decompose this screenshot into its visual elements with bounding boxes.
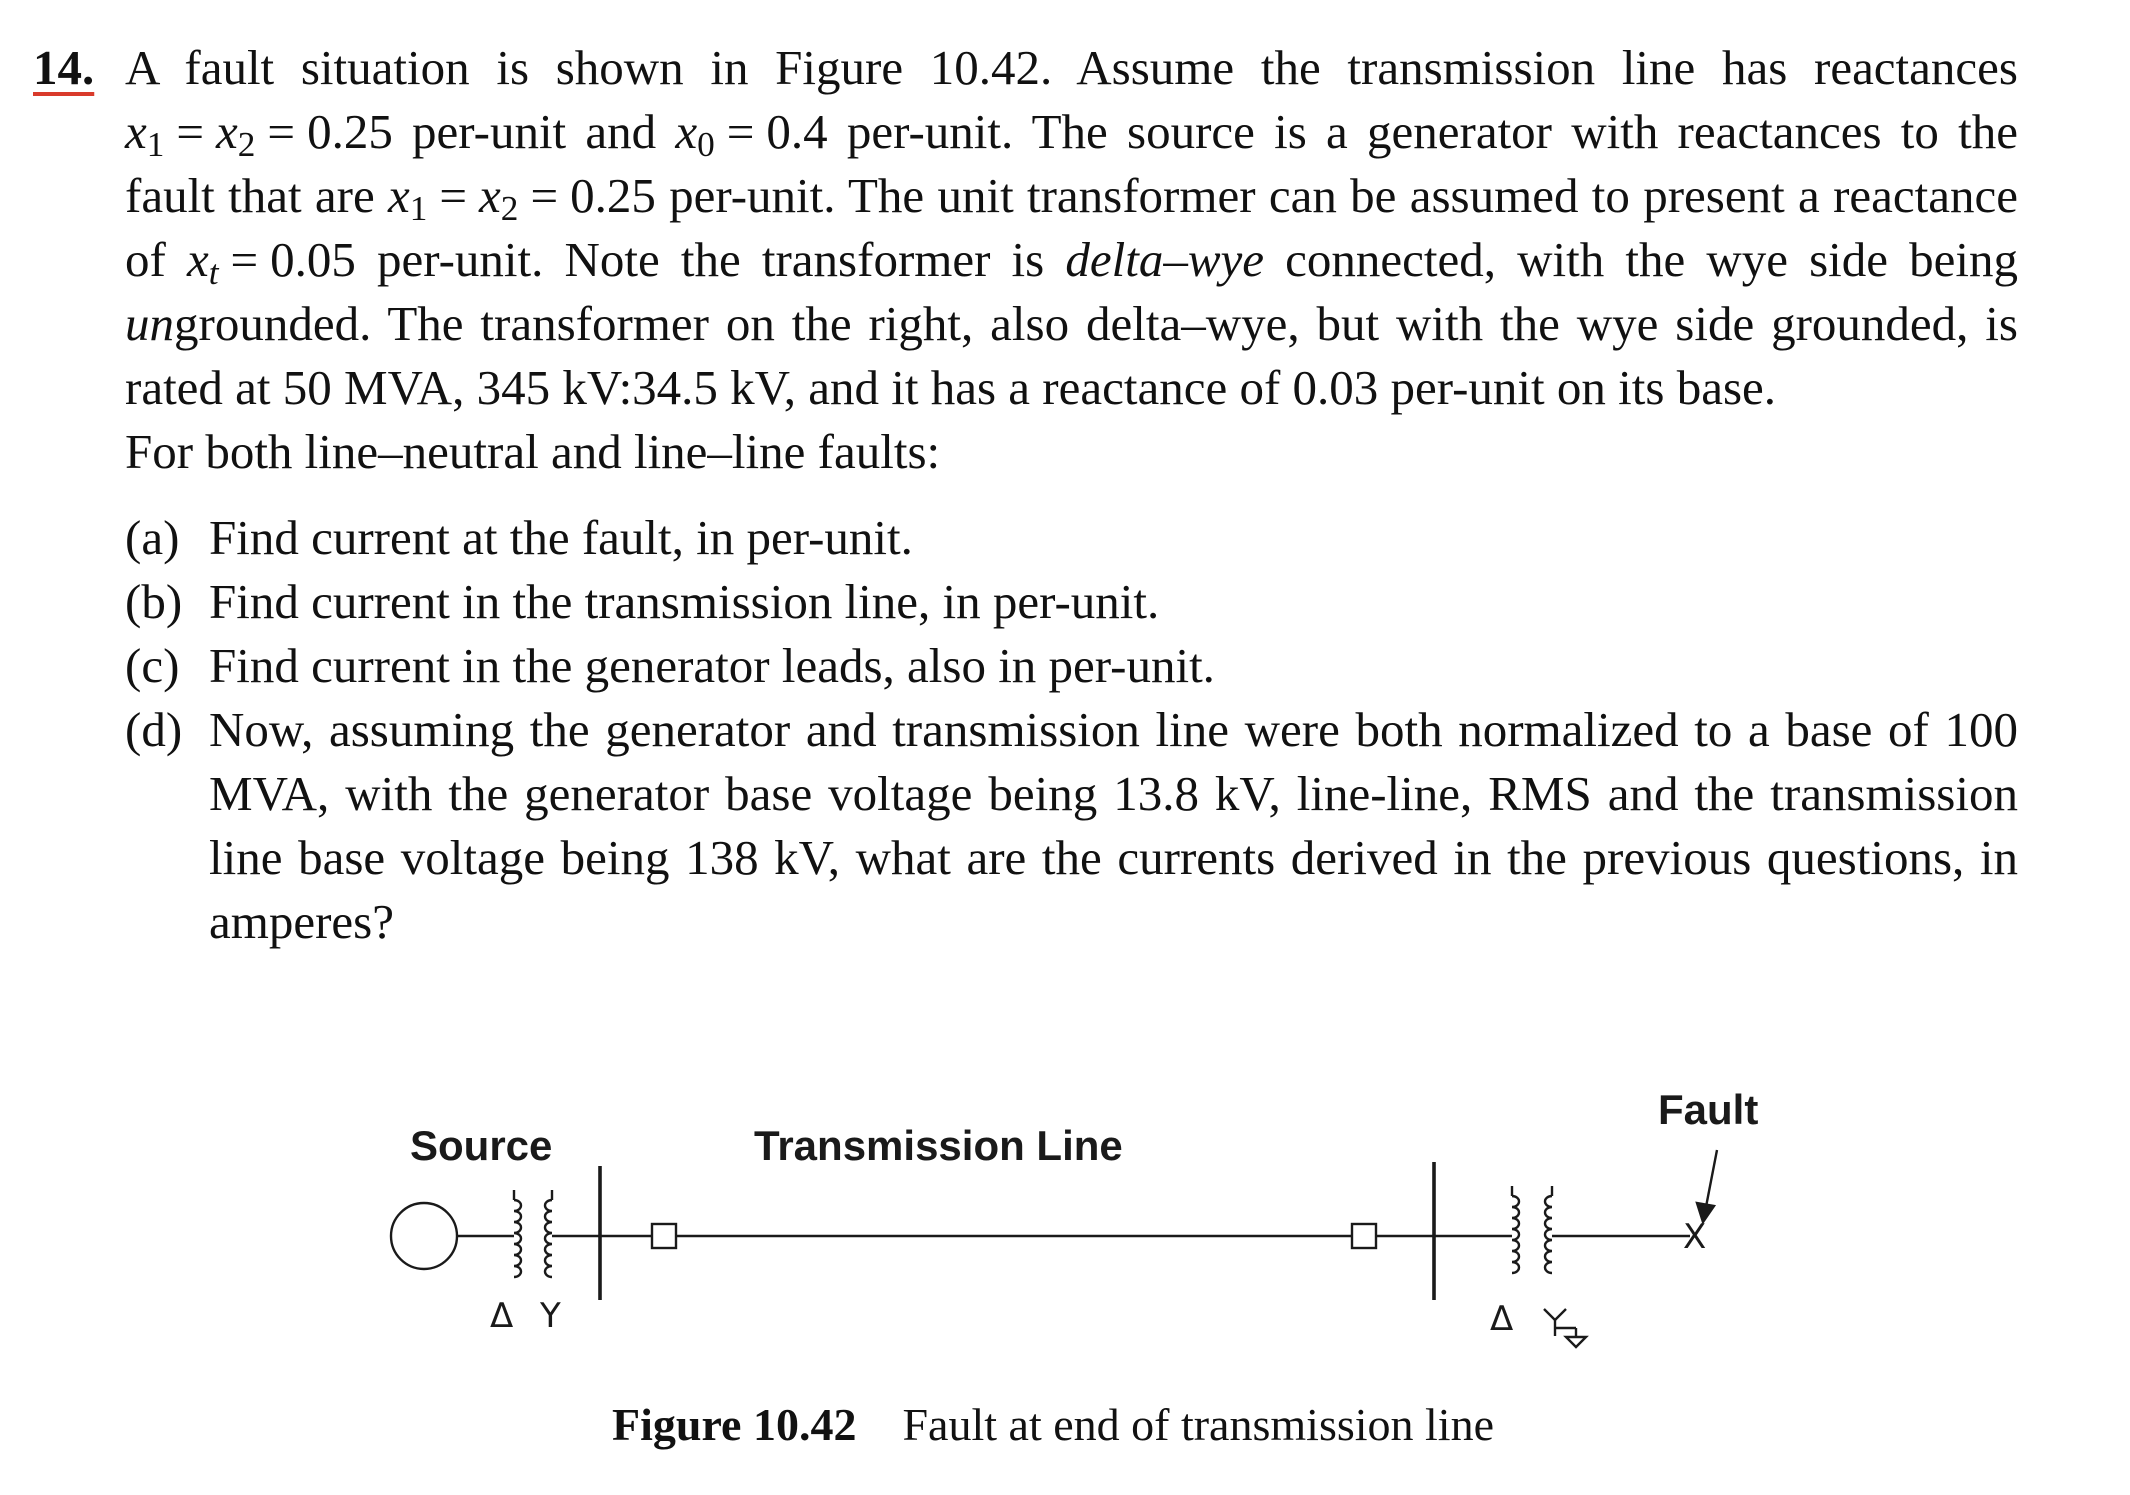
fault-arrow [1705, 1150, 1717, 1212]
gen-x12-value: 0.25 per-unit. [570, 168, 836, 223]
part-label: (c) [125, 638, 180, 693]
un-emphasis: un [125, 296, 174, 351]
problem-sentence-4b: connected, with the wye side being [1285, 232, 2019, 287]
problem-sentence-4c: grounded. [174, 296, 372, 351]
problem-sentence-3: The unit transformer can be assumed to present a reactance of [125, 168, 2018, 287]
problem-number: 14. [33, 40, 95, 95]
math-sub: 0 [697, 124, 715, 164]
problem-text [33, 36, 2018, 420]
left-breaker [652, 1224, 676, 1248]
math-sub: 2 [237, 124, 256, 164]
line-x12-value: 0.25 per-unit and [307, 104, 657, 159]
fault-label: Fault [1658, 1086, 1759, 1133]
figure-number: Figure 10.42 [612, 1399, 857, 1450]
transmission-line-label: Transmission Line [754, 1122, 1123, 1169]
math-x: x [186, 232, 209, 287]
part-text: Find current in the transmission line, in per-unit. [209, 574, 1160, 629]
math-x: x [388, 168, 410, 223]
part-text: Find current at the fault, in per-unit. [209, 510, 913, 565]
generator-symbol [391, 1203, 457, 1269]
grounded-wye-symbol [1544, 1309, 1586, 1347]
problem-statement [33, 36, 2018, 954]
source-label: Source [410, 1122, 553, 1169]
math-x: x [216, 104, 238, 159]
question-part-c [125, 634, 2018, 698]
problem-sentence-1: A fault situation is shown in Figure 10.42. Assume the transmission line has reactances [125, 40, 2018, 95]
math-sub: t [208, 252, 219, 292]
question-part-d [125, 698, 2018, 954]
problem-sentence-4a: Note the transformer is [564, 232, 1045, 287]
problem-sentence-5: The transformer on the right, also delta–wye, but with the wye side grounded, is rated at 50 MVA, 345 kV:34.5 kV, and it has a reactance of 0.03 per-unit on its base. [125, 296, 2018, 415]
part-text: Now, assuming the generator and transmission line were both normalized to a base of 100 MVA, with the generator base voltage being 13.8 kV, line-line, RMS and the transmission line base voltage being 138 kV, what are the currents derived in the previous questions, in amperes? [209, 702, 2018, 949]
question-parts [125, 506, 2018, 954]
line-x0-value: 0.4 per-unit. [766, 104, 1014, 159]
fault-mark: X [1683, 1217, 1707, 1257]
equals-sign: = [726, 104, 755, 159]
wye-symbol-left: Y [540, 1296, 561, 1336]
math-x: x [675, 104, 698, 159]
delta-symbol-right: Δ [1490, 1299, 1514, 1339]
xt-value: 0.05 per-unit. [270, 232, 544, 287]
delta-symbol-left: Δ [490, 1296, 514, 1336]
problem-sentence-2: The source is a generator with reactances to the fault that are [125, 104, 2018, 223]
part-label: (b) [125, 574, 183, 629]
equals-sign: = [176, 104, 205, 159]
part-label: (a) [125, 510, 180, 565]
equals-sign: = [530, 168, 559, 223]
math-sub: 1 [409, 188, 428, 228]
math-sub: 1 [146, 124, 165, 164]
circuit-diagram [0, 1060, 2130, 1360]
right-transformer-symbol [1512, 1186, 1552, 1273]
equals-sign: = [439, 168, 468, 223]
figure-caption [612, 1398, 1494, 1451]
question-part-b [125, 570, 2018, 634]
figure-caption-text: Fault at end of transmission line [902, 1399, 1494, 1450]
equals-sign: = [267, 104, 296, 159]
right-breaker [1352, 1224, 1376, 1248]
delta-wye-emphasis: delta–wye [1065, 232, 1265, 287]
part-label: (d) [125, 702, 183, 757]
math-sub: 2 [500, 188, 519, 228]
part-text: Find current in the generator leads, also in per-unit. [209, 638, 1215, 693]
math-x: x [125, 104, 147, 159]
equals-sign: = [230, 232, 259, 287]
fault-types-prompt: For both line–neutral and line–line faults: [125, 424, 941, 479]
question-part-a [125, 506, 2018, 570]
math-x: x [479, 168, 501, 223]
unit-transformer-symbol [514, 1190, 600, 1277]
